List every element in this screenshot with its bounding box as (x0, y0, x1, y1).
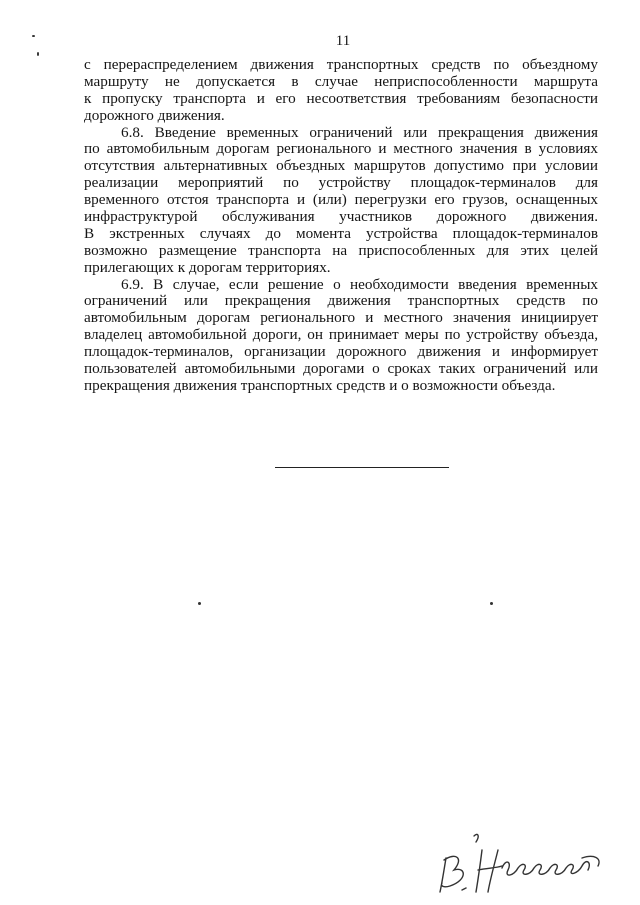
scan-speck (32, 35, 35, 37)
text-line: 6.8. Введение временных ограничений или прекращения движения (121, 123, 598, 141)
paragraph (84, 125, 598, 277)
scan-speck (198, 602, 201, 605)
scan-speck (37, 52, 39, 56)
signature (432, 828, 612, 898)
end-divider (275, 467, 449, 468)
text-line: к пропуску транспорта и его несоответствия требованиям безопасности (84, 89, 598, 107)
text-line: ограничений или прекращения движения транспортных средств по (84, 292, 598, 310)
text-line: пользователей автомобильными дорогами о сроках таких ограничений или (84, 360, 598, 378)
text-line: инфраструктурой обслуживания участников дорожного движения. (84, 208, 598, 226)
text-line: реализации мероприятий по устройству площадок-терминалов для (84, 174, 598, 192)
text-line: возможно размещение транспорта на приспособленных для этих целей (84, 241, 598, 259)
text-line: 6.9. В случае, если решение о необходимости введения временных (121, 275, 598, 293)
text-line: дорожного движения. (84, 106, 225, 124)
text-line: владелец автомобильной дороги, он принимает меры по устройству объезда, (84, 326, 598, 344)
paragraph (84, 57, 598, 125)
document-body (84, 57, 598, 395)
text-line: отсутствия альтернативных объездных маршрутов допустимо при условии (84, 157, 598, 175)
paragraph (84, 277, 598, 395)
scan-speck (490, 602, 493, 605)
text-line: временного отстоя транспорта и (или) перегрузки его грузов, оснащенных (84, 191, 598, 209)
text-line: маршруту не допускается в случае неприспособленности маршрута (84, 72, 598, 90)
text-line: автомобильным дорогам регионального и местного значения инициирует (84, 309, 598, 327)
text-line: с перераспределением движения транспортных средств по объездному (84, 56, 598, 73)
text-line: площадок-терминалов, организации дорожного движения и информирует (84, 343, 598, 361)
text-line: прекращения движения транспортных средств и о возможности объезда. (84, 376, 556, 394)
page-number: 11 (335, 33, 351, 49)
text-line: прилегающих к дорогам территориях. (84, 258, 331, 276)
text-line: по автомобильным дорогам регионального и местного значения в условиях (84, 140, 598, 158)
text-line: В экстренных случаях до момента устройства площадок-терминалов (84, 224, 598, 242)
